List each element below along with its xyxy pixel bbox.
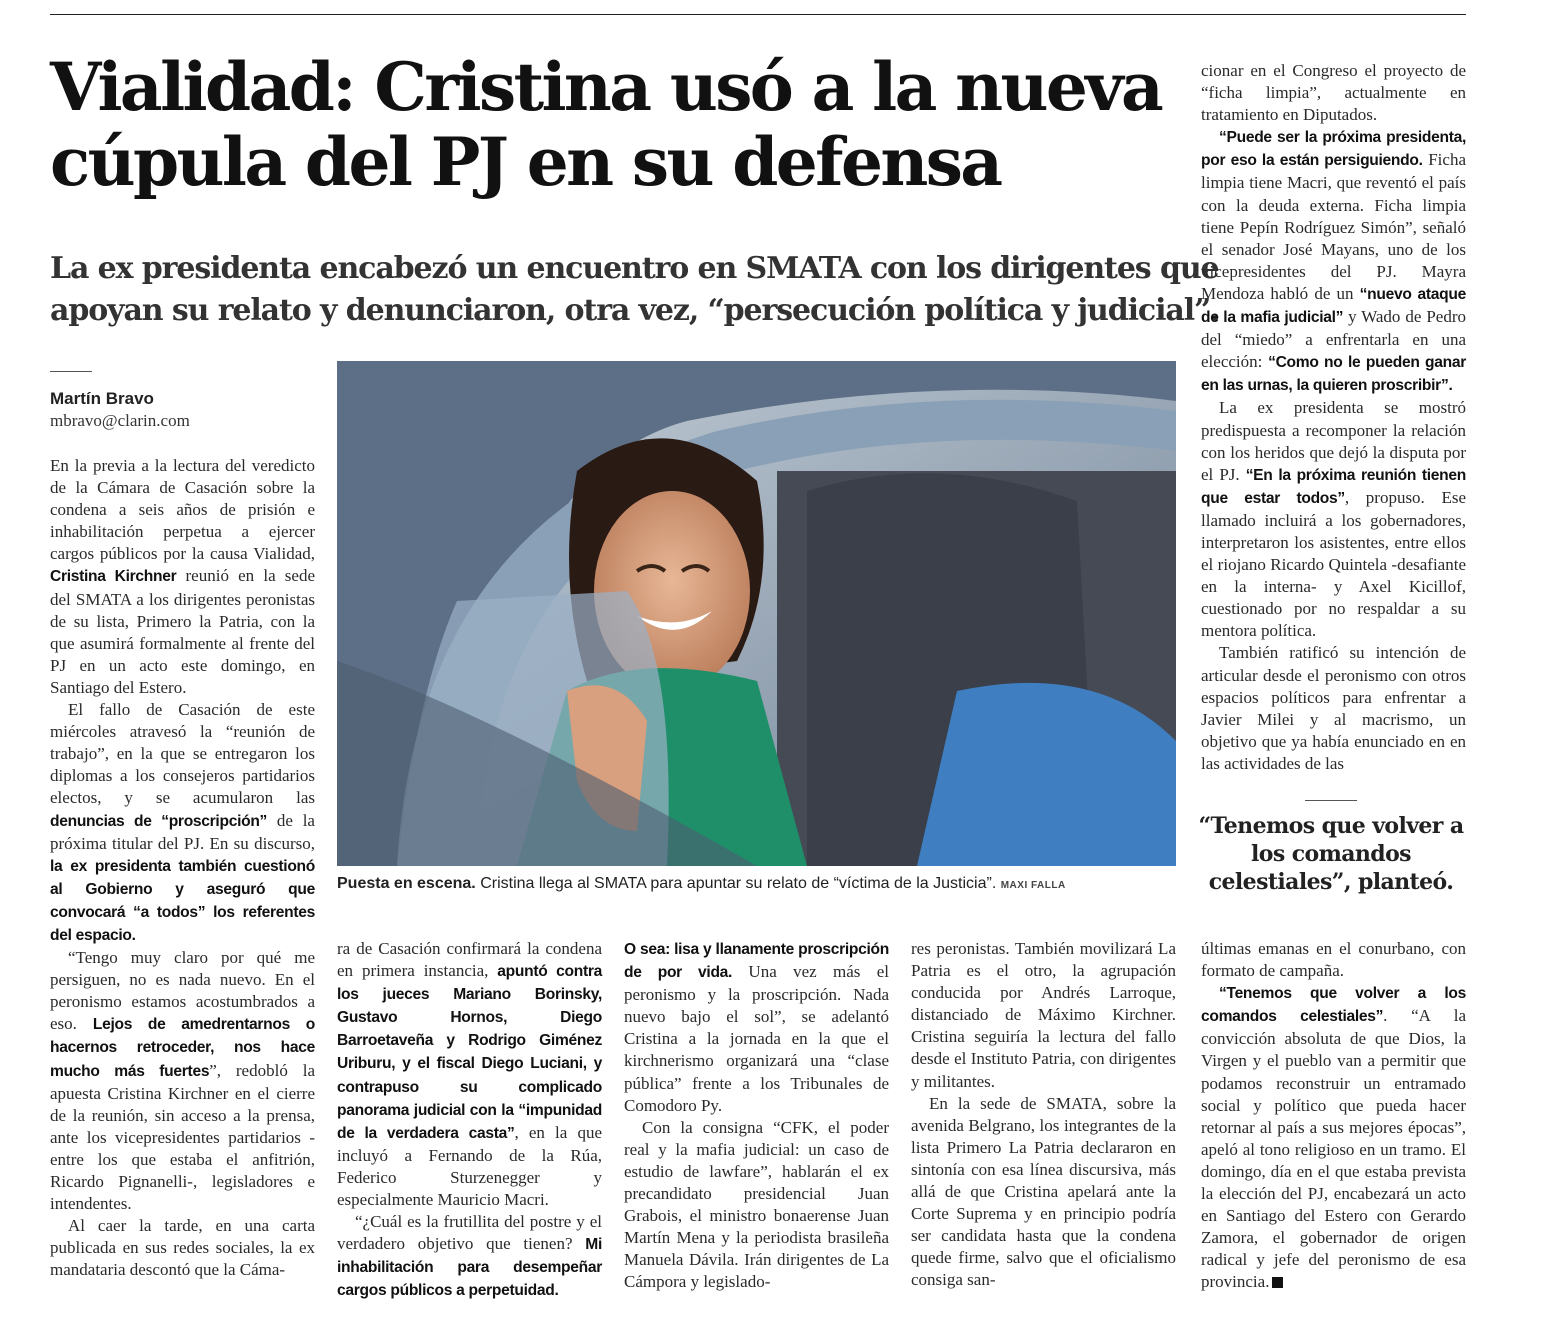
- column-4: [911, 938, 1176, 1292]
- pull-quote: “Tenemos que volver a los comandos celestiales”, planteó.: [1198, 813, 1464, 895]
- paragraph: ra de Casación confirmará la condena en primera instancia, apuntó contra los jueces Mariano Borinsky, Gustavo Hornos, Diego Barroetaveña y Rodrigo Giménez Uriburu, y el fiscal Diego Luciani, y contrapuso su complicado panorama judicial con la “impunidad de la verdadera casta”, en la que incluyó a Fernando de la Rúa, Federico Sturzenegger y especialmente Mauricio Macri.: [337, 939, 603, 1210]
- paragraph: res peronistas. También movilizará La Patria es el otro, la agrupación conducida por Andrés Larroque, distanciado de Máximo Kirchner. Cristina seguiría la lectura del fallo desde el Instituto Patria, con dirigentes y militantes.: [911, 939, 1176, 1091]
- article-photo: [337, 361, 1176, 866]
- paragraph: Al caer la tarde, en una carta publicada en sus redes sociales, la ex mandataria descontó que la Cáma-: [50, 1216, 315, 1280]
- column-1: [50, 455, 315, 1281]
- photo-caption: [337, 874, 1176, 896]
- author-email[interactable]: mbravo@clarin.com: [50, 411, 190, 430]
- subhead-line-2: apoyan su relato y denunciaron, otra vez, “persecución política y judicial”.: [50, 293, 1220, 328]
- paragraph: También ratificó su intención de articular desde el peronismo con otros espacios políticos para enfrentar a Javier Milei y al macrismo, un objetivo que ya había enunciado en en las actividades de las: [1201, 643, 1466, 773]
- column-5-top: [1201, 60, 1466, 775]
- paragraph: En la sede de SMATA, sobre la avenida Belgrano, los integrantes de la lista Primero La Patria declararon en sintonía con esa línea discursiva, más allá de que Cristina apelará ante la Corte Suprema y en principio podría ser candidata hasta que la condena quede firme, salvo que el oficialismo consiga san-: [911, 1093, 1176, 1290]
- column-3: [624, 938, 889, 1294]
- paragraph: “Tengo muy claro por qué me persiguen, no es nada nuevo. En el peronismo estamos acostumbrados a eso. Lejos de amedrentarnos o hacernos retroceder, nos hace mucho más fuertes”, redobló la apuesta Cristina Kirchner en el cierre de la reunión, sin acceso a la prensa, ante los vicepresidentes partidarios -entre los que estaba el anfitrión, Ricardo Pignanelli-, legisladores e intendentes.: [50, 948, 316, 1214]
- caption-lead: Puesta en escena.: [337, 875, 476, 892]
- paragraph: “Tenemos que volver a los comandos celestiales”. “A la convicción absoluta de que Dios, la Virgen y el pueblo van a permitir que podamos reconstruir un entramado social y político que pueda hacer retornar al país a sus mejores épocas”, apeló al tono religioso en un tramo. El domingo, día en el que estaba prevista la elección del PJ, encabezará un acto en Santiago del Estero con Gerardo Zamora, el gobernador de origen radical y jefe del peronismo de esa provincia.: [1201, 985, 1466, 1292]
- paragraph: Con la consigna “CFK, el poder real y la mafia judicial: un caso de estudio de lawfare”, hablarán el ex precandidato presidencial Juan Grabois, el ministro bonaerense Juan Martín Mena y la periodista brasileña Manuela Dávila. Irán dirigentes de La Cámpora y legislado-: [624, 1117, 889, 1292]
- paragraph: O sea: lisa y llanamente proscripción de por vida. Una vez más el peronismo y la proscripción. Nada nuevo bajo el sol”, se adelantó Cristina a la jornada en la que el kirchnerismo organizará una “clase pública” frente a los Tribunales de Comodoro Py.: [624, 941, 889, 1115]
- headline-line-2: cúpula del PJ en su defensa: [50, 123, 1001, 201]
- paragraph: “Puede ser la próxima presidenta, por eso la están persiguiendo. Ficha limpia tiene Macri, que reventó el país con la deuda externa. Ficha limpia tiene Pepín Rodríguez Simón”, señaló el senador José Mayans, uno de los vicepresidentes del PJ. Mayra Mendoza habló de un “nuevo ataque de la mafia judicial” y Wado de Pedro del “miedo” a enfrentarla en una elección: “Como no le pueden ganar en las urnas, la quieren proscribir”.: [1201, 129, 1466, 395]
- byline: [50, 388, 315, 432]
- pullquote-rule: [1305, 800, 1357, 801]
- article-headline: [50, 50, 1180, 200]
- column-5-bottom: [1201, 938, 1466, 1294]
- subhead-line-1: La ex presidenta encabezó un encuentro en SMATA con los dirigentes que: [50, 251, 1219, 286]
- author-name: Martín Bravo: [50, 389, 154, 408]
- paragraph: “¿Cuál es la frutillita del postre y el verdadero objetivo que tienen? Mi inhabilitación para desempeñar cargos públicos a perpetuidad.: [337, 1212, 602, 1300]
- paragraph: En la previa a la lectura del veredicto de la Cámara de Casación sobre la condena a seis años de prisión e inhabilitación perpetua a ejercer cargos públicos por la causa Vialidad, Cristina Kirchner reunió en la sede del SMATA a los dirigentes peronistas de su lista, Primero la Patria, con la que asumirá formalmente al frente del PJ en un acto este domingo, en Santiago del Estero.: [50, 456, 315, 697]
- paragraph: últimas emanas en el conurbano, con formato de campaña.: [1201, 939, 1466, 981]
- paragraph: La ex presidenta se mostró predispuesta a recomponer la relación con los heridos que dejó la disputa por el PJ. “En la próxima reunión tienen que estar todos”, propuso. Ese llamado incluirá a los gobernadores, interpretaron los asistentes, entre ellos el riojano Ricardo Quintela -desafiante en la interna- y Axel Kicillof, cuestionado por no respaldar a su mentora política.: [1201, 398, 1466, 641]
- top-rule: [50, 14, 1466, 15]
- article-subhead: [50, 248, 1220, 332]
- byline-rule: [50, 371, 92, 372]
- paragraph: cionar en el Congreso el proyecto de “ficha limpia”, actualmente en tratamiento en Diputados.: [1201, 61, 1466, 125]
- end-of-article-mark: [1272, 1277, 1283, 1288]
- caption-text: Cristina llega al SMATA para apuntar su relato de “víctima de la Justicia”.: [475, 875, 1001, 892]
- headline-line-1: Vialidad: Cristina usó a la nueva: [50, 48, 1162, 126]
- paragraph: El fallo de Casación de este miércoles atravesó la “reunión de trabajo”, en la que se entregaron los diplomas a los consejeros partidarios electos, y se acumularon las denuncias de “proscripción” de la próxima titular del PJ. En su discurso, la ex presidenta también cuestionó al Gobierno y aseguró que convocará “a todos” los referentes del espacio.: [50, 700, 315, 944]
- photo-credit: MAXI FALLA: [1000, 880, 1066, 891]
- column-2: [337, 938, 602, 1303]
- photo-illustration: [337, 361, 1176, 866]
